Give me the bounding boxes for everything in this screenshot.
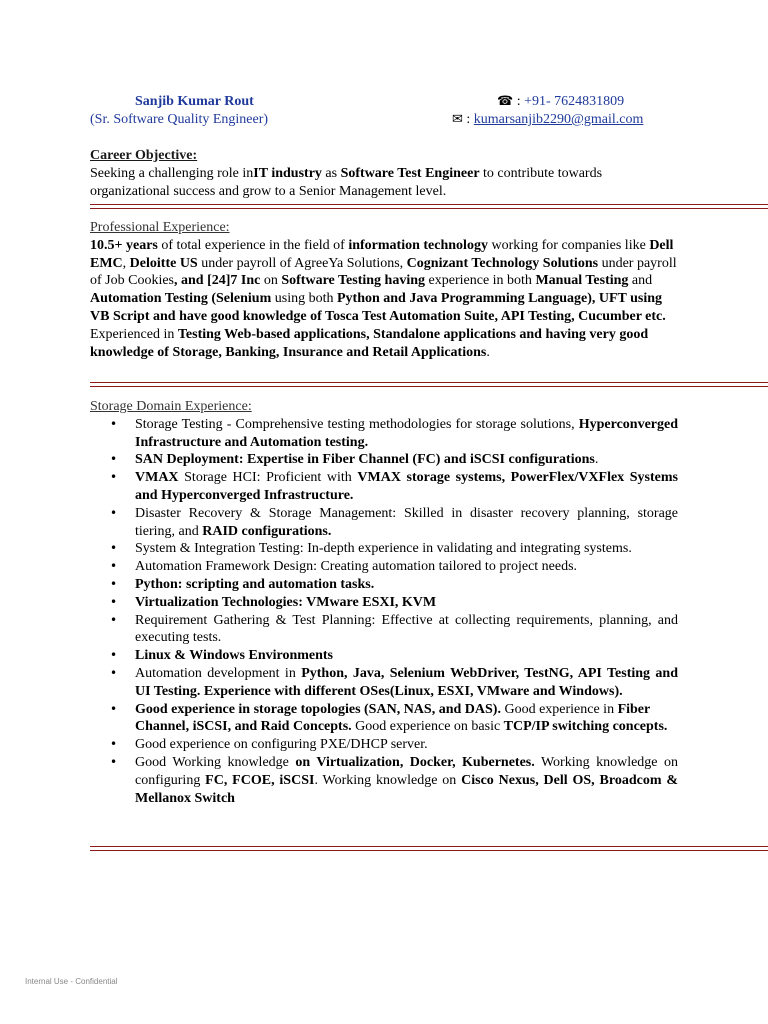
bullet-icon: • bbox=[110, 416, 118, 431]
email-separator: : bbox=[462, 112, 474, 127]
phone-number: +91- 7624831809 bbox=[524, 94, 625, 109]
bullet-icon: • bbox=[110, 665, 118, 680]
phone-icon: ☎ bbox=[497, 94, 514, 109]
phone-line bbox=[497, 94, 624, 110]
bullet-icon: • bbox=[110, 541, 118, 556]
list-item: • Disaster Recovery & Storage Management: Skilled in disaster recovery planning, storage tiering, and RAID configurations. bbox=[110, 505, 678, 539]
bullet-icon: • bbox=[110, 648, 118, 663]
storage-experience-section bbox=[90, 398, 678, 807]
bullet-icon: • bbox=[110, 505, 118, 520]
bullet-icon: • bbox=[110, 559, 118, 574]
bullet-icon: • bbox=[110, 594, 118, 609]
list-item: • Requirement Gathering & Test Planning: Effective at collecting requirements, planning, and executing tests. bbox=[110, 612, 678, 646]
professional-experience-section bbox=[90, 219, 678, 361]
section-divider bbox=[90, 382, 768, 387]
email-line bbox=[452, 112, 643, 128]
email-link[interactable]: kumarsanjib2290@gmail.com bbox=[473, 112, 644, 127]
list-item: • Python: scripting and automation tasks. bbox=[110, 576, 375, 592]
list-item: • Good experience in storage topologies (SAN, NAS, and DAS). Good experience in Fiber Channel, iSCSI, and Raid Concepts. Good experience on basic TCP/IP switching concepts. bbox=[110, 701, 668, 735]
storage-experience-heading: Storage Domain Experience: bbox=[90, 399, 252, 414]
list-item: • Storage Testing - Comprehensive testing methodologies for storage solutions, Hyperconverged Infrastructure and Automation testing. bbox=[110, 416, 678, 450]
career-objective-text: Seeking a challenging role inIT industry as Software Test Engineer to contribute towards organizational success and grow to a Senior Management level. bbox=[90, 165, 603, 199]
list-item: • Automation Framework Design: Creating automation tailored to project needs. bbox=[110, 559, 578, 575]
candidate-title: (Sr. Software Quality Engineer) bbox=[90, 112, 269, 127]
career-objective-heading: Career Objective: bbox=[90, 148, 198, 163]
bullet-icon: • bbox=[110, 612, 118, 627]
professional-experience-heading: Professional Experience: bbox=[90, 220, 230, 235]
professional-experience-text: 10.5+ years of total experience in the field of information technology working for companies like Dell EMC, Deloitte US under payroll of AgreeYa Solutions, Cognizant Technology Solutions under payroll of Job Cookies, and [24]7 Inc on Software Testing having experience in both Manual Testing and Automation Testing (Selenium using both Python and Java Programming Language), UFT using VB Script and have good knowledge of Tosca Test Automation Suite, API Testing, Cucumber etc. Experienced in Testing Web-based applications, Standalone applications and having very good knowledge of Storage, Banking, Insurance and Retail Applications. bbox=[90, 237, 677, 360]
confidential-footer: Internal Use - Confidential bbox=[25, 977, 118, 986]
bullet-icon: • bbox=[110, 754, 118, 769]
list-item: • System & Integration Testing: In-depth experience in validating and integrating systems. bbox=[110, 541, 632, 557]
section-divider bbox=[90, 846, 768, 851]
bullet-icon: • bbox=[110, 737, 118, 752]
list-item: • Good experience on configuring PXE/DHCP server. bbox=[110, 737, 428, 753]
list-item: • SAN Deployment: Expertise in Fiber Channel (FC) and iSCSI configurations. bbox=[110, 452, 599, 468]
list-item: • Good Working knowledge on Virtualization, Docker, Kubernetes. Working knowledge on configuring FC, FCOE, iSCSI. Working knowledge on Cisco Nexus, Dell OS, Broadcom & Mellanox Switch bbox=[110, 754, 678, 806]
bullet-icon: • bbox=[110, 576, 118, 591]
bullet-icon: • bbox=[110, 452, 118, 467]
candidate-name: Sanjib Kumar Rout bbox=[135, 94, 254, 109]
phone-separator: : bbox=[513, 94, 525, 109]
storage-experience-list bbox=[90, 416, 678, 808]
list-item: • Linux & Windows Environments bbox=[110, 648, 334, 664]
envelope-icon: ✉ bbox=[452, 112, 463, 127]
career-objective-section bbox=[90, 147, 678, 200]
list-item: • VMAX Storage HCI: Proficient with VMAX storage systems, PowerFlex/VXFlex Systems and Hyperconverged Infrastructure. bbox=[110, 470, 678, 503]
bullet-icon: • bbox=[110, 470, 118, 485]
section-divider bbox=[90, 204, 768, 209]
list-item: • Virtualization Technologies: VMware ESXI, KVM bbox=[110, 594, 437, 610]
list-item: • Automation development in Python, Java, Selenium WebDriver, TestNG, API Testing and UI Testing. Experience with different OSes(Linux, ESXI, VMware and Windows). bbox=[110, 665, 678, 699]
bullet-icon: • bbox=[110, 701, 118, 716]
